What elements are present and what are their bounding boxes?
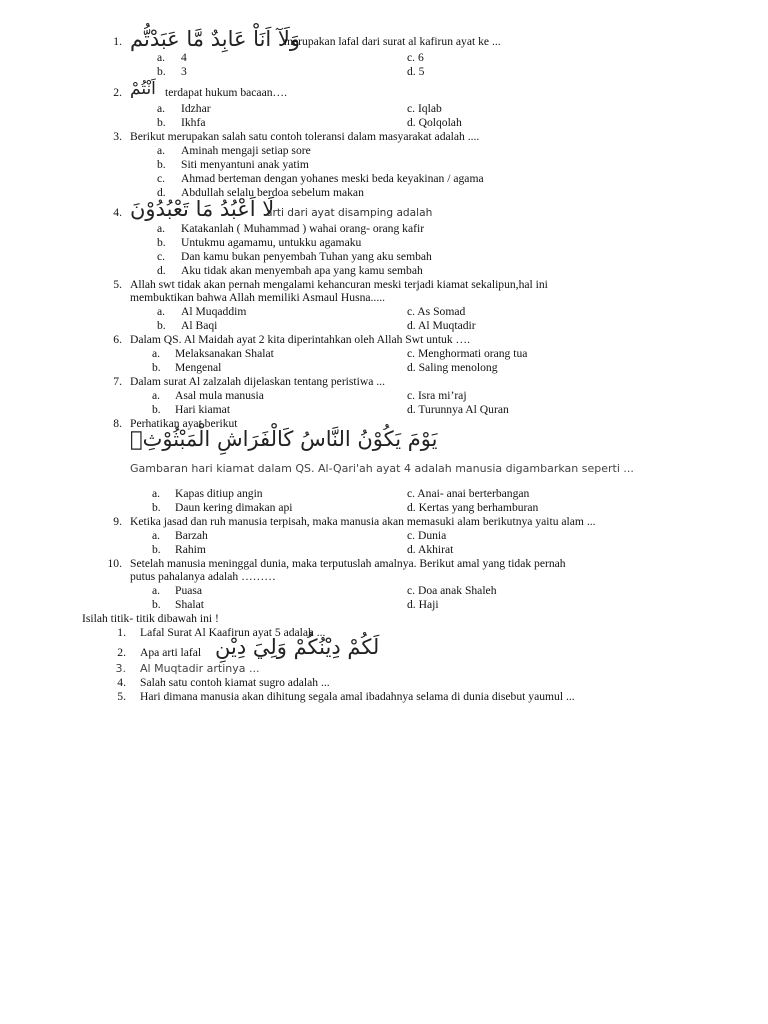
option-b: Ikhfa	[181, 116, 206, 129]
option-d: Aku tidak akan menyembah apa yang kamu sembah	[181, 264, 423, 277]
question-10-line1: Setelah manusia meninggal dunia, maka terputuslah amalnya. Berikut amal yang tidak pernah	[130, 557, 566, 570]
question-9-text: Ketika jasad dan ruh manusia terpisah, maka manusia akan memasuki alam berikutnya yaitu alam ...	[130, 515, 596, 528]
option-letter: b.	[157, 158, 166, 171]
option-b: Shalat	[175, 598, 204, 611]
option-letter: a.	[157, 222, 166, 235]
option-a: Puasa	[175, 584, 203, 597]
option-letter: b.	[157, 236, 166, 249]
question-8-note: Gambaran hari kiamat dalam QS. Al-Qari'ah ayat 4 adalah manusia digambarkan seperti ...	[130, 462, 634, 475]
question-4-text: arti dari ayat disamping adalah	[266, 207, 433, 219]
option-letter: a.	[157, 144, 166, 157]
question-number: 8.	[113, 417, 122, 430]
question-number: 3.	[113, 130, 122, 143]
option-c: Ahmad berteman dengan yohanes meski beda keyakinan / agama	[181, 172, 484, 185]
option-letter: a.	[152, 487, 161, 500]
option-a: Barzah	[175, 529, 208, 542]
option-letter: b.	[152, 598, 161, 611]
option-b: Al Baqi	[181, 319, 218, 332]
option-letter: b.	[152, 501, 161, 514]
option-letter: a.	[157, 305, 166, 318]
option-a: Aminah mengaji setiap sore	[181, 144, 311, 157]
question-number: 6.	[113, 333, 122, 346]
option-b: 3	[181, 65, 187, 78]
option-d: d. 5	[407, 65, 425, 78]
option-a: Al Muqaddim	[181, 305, 247, 318]
option-d: d. Akhirat	[407, 543, 454, 556]
question-number: 1.	[113, 35, 122, 48]
fill-item-5: Hari dimana manusia akan dihitung segala amal ibadahnya selama di dunia disebut yaumul ...	[140, 690, 575, 703]
option-c: c. Menghormati orang tua	[407, 347, 528, 360]
question-number: 10.	[107, 557, 122, 570]
option-a: 4	[181, 51, 187, 64]
question-text: merupakan lafal dari surat al kafirun ayat ke ...	[284, 35, 501, 48]
option-a: Asal mula manusia	[175, 389, 264, 402]
option-c: c. Iqlab	[407, 102, 442, 115]
option-letter: b.	[152, 361, 161, 374]
option-letter: b.	[157, 319, 166, 332]
option-d: d. Kertas yang berhamburan	[407, 501, 539, 514]
option-letter: a.	[152, 347, 161, 360]
fill-item-1: Lafal Surat Al Kaafirun ayat 5 adalah ...	[140, 626, 326, 639]
question-6-text: Dalam QS. Al Maidah ayat 2 kita diperintahkan oleh Allah Swt untuk ….	[130, 333, 471, 346]
option-letter: b.	[152, 403, 161, 416]
question-number: 4.	[113, 206, 122, 219]
option-d: d. Haji	[407, 598, 439, 611]
arabic-verse: لَكُمْ دِيْنُكُمْ وَلِيَ دِيْنِ	[215, 635, 380, 659]
fill-number: 3.	[115, 662, 126, 675]
fill-number: 1.	[117, 626, 126, 639]
option-letter: d.	[157, 186, 166, 199]
option-letter: b.	[152, 543, 161, 556]
question-text: terdapat hukum bacaan….	[165, 86, 288, 99]
option-b: Untukmu agamamu, untukku agamaku	[181, 236, 362, 249]
option-d: d. Turunnya Al Quran	[407, 403, 509, 416]
option-c: c. As Somad	[407, 305, 466, 318]
option-b: Hari kiamat	[175, 403, 231, 416]
option-letter: a.	[157, 51, 166, 64]
arabic-verse: يَوْمَ يَكُوْنُ النَّاسُ كَالْفَرَاشِ الْمَبْثُوْثِۙ	[130, 427, 438, 451]
option-d: d. Qolqolah	[407, 116, 462, 129]
option-a: Melaksanakan Shalat	[175, 347, 274, 360]
option-b: Siti menyantuni anak yatim	[181, 158, 309, 171]
fill-number: 4.	[117, 676, 126, 689]
option-letter: b.	[157, 116, 166, 129]
option-c: c. Doa anak Shaleh	[407, 584, 497, 597]
question-5-line1: Allah swt tidak akan pernah mengalami kehancuran meski terjadi kiamat sekalipun,hal ini	[130, 278, 548, 291]
question-5-line2: membuktikan bahwa Allah memiliki Asmaul Husna.....	[130, 291, 386, 304]
option-letter: a.	[152, 584, 161, 597]
question-number: 2.	[113, 86, 122, 99]
arabic-word: اَنْتُمْ	[130, 79, 156, 99]
question-10-line2: putus pahalanya adalah ………	[130, 570, 276, 583]
option-b: Rahim	[175, 543, 206, 556]
option-letter: a.	[157, 102, 166, 115]
question-8-text: Perhatikan ayat berikut	[130, 417, 238, 430]
fill-item-2: Apa arti lafal	[140, 646, 202, 659]
question-3-text: Berikut merupakan salah satu contoh toleransi dalam masyarakat adalah ....	[130, 130, 480, 143]
question-number: 7.	[113, 375, 122, 388]
question-number: 9.	[113, 515, 122, 528]
option-letter: a.	[152, 529, 161, 542]
option-c: c. Anai- anai berterbangan	[407, 487, 530, 500]
option-letter: c.	[157, 172, 166, 185]
option-b: Mengenal	[175, 361, 222, 374]
option-b: Daun kering dimakan api	[175, 501, 293, 514]
option-letter: a.	[152, 389, 161, 402]
option-d: d. Al Muqtadir	[407, 319, 476, 332]
fill-number: 5.	[117, 690, 126, 703]
option-d: Abdullah selalu berdoa sebelum makan	[181, 186, 364, 199]
option-c: c. Dunia	[407, 529, 447, 542]
option-letter: b.	[157, 65, 166, 78]
option-letter: c.	[157, 250, 166, 263]
option-a: Idzhar	[181, 102, 211, 115]
fill-item-4: Salah satu contoh kiamat sugro adalah ...	[140, 676, 330, 689]
option-letter: d.	[157, 264, 166, 277]
arabic-verse: لَا اَعْبُدُ مَا تَعْبُدُوْنَ	[130, 197, 275, 221]
option-a: Kapas ditiup angin	[175, 487, 263, 500]
option-d: d. Saling menolong	[407, 361, 498, 374]
section-2-title: Isilah titik- titik dibawah ini !	[82, 612, 219, 625]
question-7-text: Dalam surat Al zalzalah dijelaskan tentang peristiwa ...	[130, 375, 385, 388]
option-a: Katakanlah ( Muhammad ) wahai orang- orang kafir	[181, 222, 425, 235]
arabic-verse: وَلَآ اَنَاْ عَابِدٌ مَّا عَبَدْتُّم	[130, 27, 301, 51]
option-c: Dan kamu bukan penyembah Tuhan yang aku sembah	[181, 250, 432, 263]
fill-item-3: Al Muqtadir artinya ...	[140, 662, 260, 675]
option-c: c. Isra mi’raj	[407, 389, 467, 402]
question-number: 5.	[113, 278, 122, 291]
fill-number: 2.	[117, 646, 126, 659]
option-c: c. 6	[407, 51, 424, 64]
